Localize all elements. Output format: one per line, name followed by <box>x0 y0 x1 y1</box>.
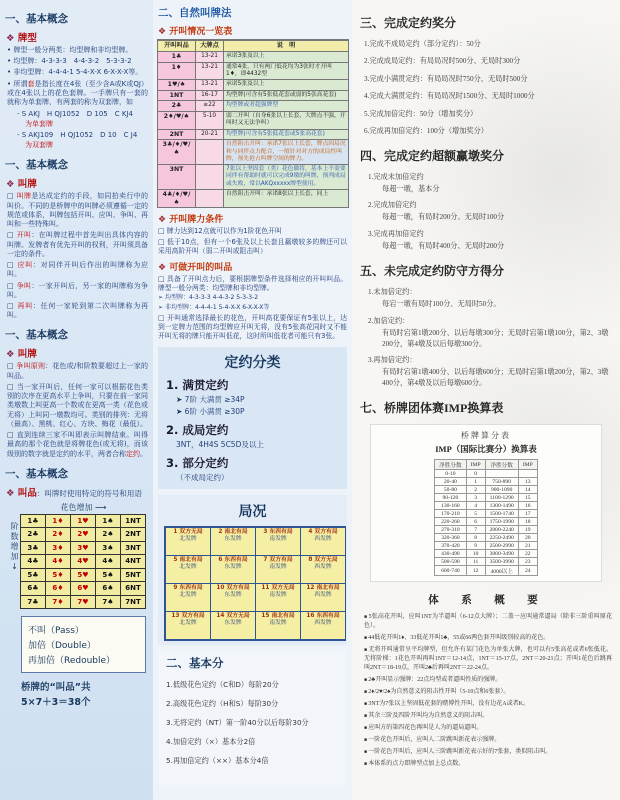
s4-item: 2.完成加倍定约 每超一墩，有局时200分、无局时100分 <box>368 201 505 222</box>
bid-cell: 3♦ <box>46 542 70 555</box>
s3-item: 3.完成小满贯定约：有局局况时750分、无局时500分 <box>364 74 528 83</box>
system-summary-bullet: ■ 2♣开叫显示强牌：22点均型或者逼叫性质的强牌。 <box>364 676 612 685</box>
system-summary-bullet: ■ 一阶花色开叫后，应叫人三阶跳叫新花表示好的7张套，类似阻击叫。 <box>364 748 612 757</box>
vulnerability-grid <box>164 526 346 641</box>
vulnerability-cell: 10 双方有局 东发牌 <box>211 584 255 611</box>
basic-score-item: 4.加倍定约（×）基本分2倍 <box>166 736 256 746</box>
points <box>196 165 223 189</box>
bid-cell: 7NT <box>121 596 145 609</box>
s4-title: 四、完成定约超额赢墩奖分 <box>360 148 505 163</box>
points: 16-17 <box>196 91 223 101</box>
imp-row: 170-210 5 1500-1740 17 <box>435 510 538 518</box>
right-column <box>352 0 620 800</box>
example-hand: - S AKJ109 H QJ1052 D 10 C J4 为双套牌 <box>17 130 148 150</box>
s4-item: 3.完成再加倍定约 每超一墩，有局时400分、无局时200分 <box>368 230 505 251</box>
basic-score-title: 二、基本分 <box>166 655 224 670</box>
imp-card-title1: 桥牌算分表 <box>461 431 511 440</box>
imp-card-title2: IMP（国际比赛分）换算表 <box>435 444 537 454</box>
imp-row: 600-740 12 4000以上 24 <box>435 566 538 576</box>
contract-classes-title: 定约分类 <box>224 354 281 371</box>
bid-cell: 6♠ <box>96 582 120 595</box>
subsection-paixing: ❖ 牌型 <box>6 30 148 44</box>
axis-level-increase: 阶数增加 ↓ <box>7 514 20 610</box>
basic-score-card <box>158 649 347 785</box>
system-summary-list <box>360 613 612 769</box>
vulnerability-cell: 4 双方有局 西发牌 <box>301 528 345 555</box>
s5-item: 3.再加倍定约： 有局时宕第1墩400分、以后每墩600分；无局时宕第1墩200分，第2、3墩400分，第4墩及以后每墩600分。 <box>368 356 609 388</box>
bid-cell: 5♣ <box>21 569 45 582</box>
open-table-title: ❖ 开叫情况一览表 <box>158 24 349 37</box>
jiaopai-list <box>5 192 148 320</box>
system-summary-bullet: ■ 2♦/2♥/2♠为自然意义的阻击性开叫（5-10点和6张套）。 <box>364 688 612 697</box>
section-heading: 一、基本概念 <box>5 159 68 172</box>
special-call: 再加倍（Redouble） <box>28 656 116 667</box>
vulnerability-cell: 14 双方无局 东发牌 <box>211 612 255 639</box>
middle-column <box>153 0 352 800</box>
s4-item: 1.完成未加倍定约 每超一墩，基本分 <box>368 172 440 193</box>
s3-item: 1.完成不成局定约（部分定约）：50分 <box>364 40 481 48</box>
vulnerability-cell: 12 南北有局 西发牌 <box>301 584 345 611</box>
imp-row: 500-590 11 3500-3990 23 <box>435 558 538 566</box>
imp-header-row: 净胜分数 IMP 净胜分数 IMP <box>435 460 538 470</box>
jiaopai-bullet: □ 争叫：一家开叫后，另一家的叫牌称为争叫。 <box>7 282 148 300</box>
imp-row: 50-80 2 900-1090 14 <box>435 486 538 494</box>
bid: 2♦/♥/♠ <box>158 112 195 128</box>
bid-cell: 4♥ <box>71 555 95 568</box>
s3-item: 4.完成大满贯定约：有局局况时1500分、无局时1000分 <box>364 92 535 101</box>
bid-cell: 5♦ <box>46 569 70 582</box>
description: 均型牌或者超强牌型 <box>224 101 348 111</box>
bid-cell: 7♥ <box>71 596 95 609</box>
bid-cell: 4♣ <box>21 555 45 568</box>
system-summary-bullet: ■ 5张高花开叫，应叫1NT为半逼叫（6-12点大牌）；二盖一应叫通常逼局（除非三阶重叫原花色）。 <box>364 613 612 631</box>
bid-cell: 2♥ <box>71 528 95 541</box>
axis-suit-increase: 花色增加 ⟶ <box>19 502 148 513</box>
s5-item: 2.加倍定约： 有局时宕第1墩200分、以后每墩300分；无局时宕第1墩100分，第2、3墩200分，第4墩及以后每墩300分。 <box>368 316 609 348</box>
imp-table-body <box>435 470 538 576</box>
basic-score-list <box>166 680 339 766</box>
bid-cell: 6♦ <box>46 582 70 595</box>
imp-row: 20-40 1 750-890 13 <box>435 478 538 486</box>
vulnerability-cell: 1 双方无局 北发牌 <box>166 528 210 555</box>
basic-score-item: 2.高级花色定约（H和S）每阶30分 <box>166 698 279 708</box>
bid-cell: 3♠ <box>96 542 120 555</box>
jiaopai-bullet: □ 应叫：对同伴开叫后作出的叫牌称为应叫。 <box>7 261 148 279</box>
s5-list <box>360 287 612 389</box>
bid-cell: 7♦ <box>46 596 70 609</box>
bid-count-summary: 桥牌的“叫品”共 5×7＋3＝38个 <box>21 682 91 708</box>
bid: 1♦ <box>158 63 195 79</box>
bid-cell: 3♥ <box>71 542 95 555</box>
paixing-bullet: • 所谓套是指长度在4张（至少含A或K或QJ）或在4张以上的花色套牌。一手牌只有一套的就称为单套牌，有两套的称为双套牌，如 <box>7 80 148 108</box>
kedu-bullet: □ 开叫通常选择最长的花色，开叫高花要保证有5张以上，达到一定牌力范围的均型牌应开叫无将，没有5张高花同时又不能开叫无将的牌只能开叫低花，这时所叫低花者可能只有3张。 <box>158 314 347 340</box>
points <box>196 140 223 164</box>
subsection-jiaopai2: ❖ 叫牌 <box>6 346 148 360</box>
bid-cell: 1♥ <box>71 515 95 528</box>
imp-row: 270-310 7 2000-2240 19 <box>435 526 538 534</box>
cond-bullet: □ 牌力达到12点就可以作为1阶花色开叫 <box>158 227 347 236</box>
s4-list <box>360 172 612 252</box>
bid-grid-wrap <box>7 514 148 610</box>
bid-grid <box>20 514 146 610</box>
imp-card <box>370 424 602 582</box>
opening-bid-row <box>158 91 348 101</box>
bid-cell: 1♠ <box>96 515 120 528</box>
paixing-bullet: • 均型牌：4-3-3-3 4-4-3-2 5-3-3-2 <box>7 57 148 66</box>
vulnerability-cell: 3 东西有局 南发牌 <box>256 528 300 555</box>
imp-row: 370-420 9 2500-2990 21 <box>435 542 538 550</box>
bid-cell: 5♥ <box>71 569 95 582</box>
left-column <box>0 0 153 800</box>
section-heading: 一、基本概念 <box>5 329 68 342</box>
system-summary-title: 体 系 概 要 <box>428 595 544 606</box>
jiaopai-bullet: □ 叫牌是达成定约的手段，如同拍卖行中的叫价。不同的是桥牌中的叫牌必须遵循一定的规范或体系，叫牌包括开叫、应叫、争叫、再叫和一些特殊叫。 <box>7 192 148 229</box>
jiaopai-bullet: □ 再叫：任何一家轮到第二次叫牌称为再叫。 <box>7 302 148 320</box>
bid-cell: 7♣ <box>21 596 45 609</box>
bid-cell: 2♣ <box>21 528 45 541</box>
subsection-jiaopin: ❖ 叫品：叫牌时使用特定的符号和用语 <box>6 485 148 499</box>
imp-row: 220-260 6 1750-1990 18 <box>435 518 538 526</box>
bid-cell: 6♥ <box>71 582 95 595</box>
points: 13-21 <box>196 80 223 90</box>
bid-cell: 7♠ <box>96 596 120 609</box>
bid: 3NT <box>158 165 195 189</box>
bid-cell: 6♣ <box>21 582 45 595</box>
bid-cell: 2♠ <box>96 528 120 541</box>
bid-cell: 5NT <box>121 569 145 582</box>
s3-item: 2.完成成局定约：有局局况时500分、无局时300分 <box>364 57 521 66</box>
vulnerability-cell: 2 南北有局 东发牌 <box>211 528 255 555</box>
bid-cell: 1NT <box>121 515 145 528</box>
opening-bid-row <box>158 130 348 140</box>
bid-cell: 2NT <box>121 528 145 541</box>
paixing-bullet: • 非均型牌：4-4-4-1 5-4-X-X 6-X-X-X等。 <box>7 68 148 77</box>
description: 自然阻击开叫：承诺7张以上长套，牌点因局况和与同伴点力配合，一般针对对方的成局性叫牌，预先抢占叫牌空间的牌力。 <box>224 140 348 164</box>
description: 均型牌(可含有5张低花套或5张高花套) <box>224 130 348 140</box>
opening-bid-row <box>158 101 348 111</box>
basic-score-item: 5.再加倍定约（××）基本分4倍 <box>166 755 269 765</box>
points: 13-21 <box>196 63 223 79</box>
description: 承诺3张及以上 <box>224 52 348 62</box>
zhengjiao-bullet: □ 直到连续三家不叫即表示叫牌结束。叫得最高的那个花色就是将牌花色(或无将)，而该级别的数字就是定约的水平，两者合称定约。 <box>7 431 148 459</box>
vulnerability-cell: 8 双方无局 西发牌 <box>301 556 345 583</box>
description: 通常4张，只有两门低花均为3张时才开叫1♦，即4432型 <box>224 63 348 79</box>
imp-table <box>434 459 538 576</box>
kedu-bullet: ➢ 非均型牌：4-4-4-1 5-4-X-X 6-X-X-X等 <box>158 304 347 312</box>
s5-title: 五、未完成定约防守方得分 <box>360 264 505 279</box>
imp-row: 320-360 8 2250-2490 20 <box>435 534 538 542</box>
opening-bid-row <box>158 63 348 79</box>
opening-table-header: 开叫叫品 大牌点 说 明 <box>158 41 348 51</box>
section-heading-natural-bidding: 二、自然叫牌法 <box>158 7 232 19</box>
vulnerability-cell: 5 南北有局 北发牌 <box>166 556 210 583</box>
opening-bid-row <box>158 190 348 208</box>
bid-cell: 3NT <box>121 542 145 555</box>
description: 7张以上坚固套（类）花色做将，基本上不需要同伴有帮助时就可以完成9墩的叫牌，预判成局或失败，常以AKQxxxxx牌型使用。 <box>224 165 348 189</box>
cond-bullet: □ 低于10点，但有一个6张及以上长套且赢墩较多的牌还可以采用高阶开叫（弱二开叫或阻击叫） <box>158 238 347 256</box>
kedu-title: ❖ 可做开叫的叫品 <box>158 260 349 273</box>
contract-classes-card: 定约分类 1. 满贯定约 ➤ 7阶 大满贯 ≥34P ➤ 6阶 小满贯 ≥30P 2. 成局定约 3NT，4H4S 5C5D及以上 3. 部分定约 （不成局定约） <box>158 347 347 489</box>
points: 13-21 <box>196 52 223 62</box>
description: 承诺5张及以上 <box>224 80 348 90</box>
points: 20-21 <box>196 130 223 140</box>
system-summary-bullet: ■ 3NT为7张以上坚固低花套的赌博性开叫，没有边花A或者K。 <box>364 700 612 709</box>
kedu-bullet: □ 具备了开叫点力后，要根据牌型条件选择相应的开叫叫品。牌型一般分两类：均型牌和非均型牌。 <box>158 275 347 293</box>
bid-cell: 5♠ <box>96 569 120 582</box>
jiaopai-bullet: □ 开叫：在叫牌过程中首先叫出具体内容的叫牌。发牌者有优先开叫的权利，开叫须具备一定的条件。 <box>7 231 148 259</box>
vulnerability-cell: 6 东西有局 东发牌 <box>211 556 255 583</box>
s3-item: 6.完成再加倍定约：100分（增加奖分） <box>364 127 488 136</box>
bid: 1NT <box>158 91 195 101</box>
description: 自然阻击开叫：承诺8张以上长套，同上 <box>224 190 348 208</box>
bid-cell: 4♠ <box>96 555 120 568</box>
opening-bid-row <box>158 112 348 128</box>
example-hand: - S AKJ H QJ1052 D 105 C KJ4 为单套牌 <box>17 109 148 129</box>
bid: 1♥/♠ <box>158 80 195 90</box>
points: 5-10 <box>196 112 223 128</box>
section-heading: 一、基本概念 <box>5 13 68 25</box>
opening-bids-table <box>157 39 349 208</box>
paixing-bullet: • 牌型一般分两类：均型牌和非均型牌。 <box>7 46 148 55</box>
opening-bid-row <box>158 80 348 90</box>
s3-item: 5.完成加倍定约：50分（增加奖分） <box>364 109 478 118</box>
system-summary-bullet: ■ 无将开叫通常呈平均牌型，但允许有某门花色为单张大牌，也可以有5张高花或者6张低花。无将阶梯：1花色开叫再叫1NT＝12-14点，1NT＝15-17点，2NT＝20-21点；开叫1花色后跳再叫2NT＝18-19点，开叫2♣后再叫2NT＝22-24点。 <box>364 646 612 673</box>
kedu-bullet: ➢ 均型牌：4-3-3-3 4-4-3-2 5-3-3-2 <box>158 294 347 302</box>
opening-bid-row <box>158 52 348 62</box>
bid-cell: 1♦ <box>46 515 70 528</box>
special-call: 不叫（Pass） <box>28 626 84 637</box>
vulnerability-cell: 11 双方无局 南发牌 <box>256 584 300 611</box>
basic-score-item: 3.无将定约（NT）第一阶40分以后每阶30分 <box>166 717 309 727</box>
system-summary-bullet: ■ 一阶花色开叫后，应叫人二阶跳叫新花表示强牌。 <box>364 736 612 745</box>
bid: 2NT <box>158 130 195 140</box>
bid-cell: 4NT <box>121 555 145 568</box>
bid-cell: 4♦ <box>46 555 70 568</box>
system-summary-bullet: ■ 应叫方的第四花色再叫是人为的逼局逼叫。 <box>364 724 612 733</box>
basic-score-item: 1.低级花色定约（C和D）每阶20分 <box>166 679 279 689</box>
zhengjiao-list <box>5 362 148 458</box>
zhengjiao-bullet: □ 争叫原则：花色或/和阶数要超过上一家的叫品。 <box>7 362 148 380</box>
system-summary-bullet: ■ 其余三阶及四阶开叫均为自然意义的阻击叫。 <box>364 712 612 721</box>
vulnerability-cell: 16 东西有局 西发牌 <box>301 612 345 639</box>
points: ≥22 <box>196 101 223 111</box>
imp-row: 0-10 0 <box>435 470 538 478</box>
imp-row: 90-120 3 1100-1290 15 <box>435 494 538 502</box>
bid-cell: 1♣ <box>21 515 45 528</box>
vulnerability-card <box>158 495 347 645</box>
bid-cell: 6NT <box>121 582 145 595</box>
system-summary-bullet: ■ 本体系的点力即牌型点加上总点数。 <box>364 760 612 769</box>
s7-title: 七、桥牌团体赛IMP换算表 <box>360 401 504 415</box>
vulnerability-cell: 13 双方有局 北发牌 <box>166 612 210 639</box>
bid: 3♣/♦/♥/♠ <box>158 140 195 164</box>
zhengjiao-bullet: □ 当一家开叫后，任何一家可以根据花色类别的次序在更高水平上争叫，只要在前一家同类墩数上叫更高一个数或在更高一类（花色或无将）上叫同一墩数均可。类别的排列：无将（最高）、黑桃、红心、方块、梅花（最低）。 <box>7 383 148 429</box>
vulnerability-cell: 15 南北有局 南发牌 <box>256 612 300 639</box>
cond-title: ❖ 开叫牌力条件 <box>158 212 349 225</box>
s3-list <box>360 39 612 137</box>
bid: 1♣ <box>158 52 195 62</box>
opening-bid-row <box>158 140 348 164</box>
bid: 4♣/♦/♥/♠ <box>158 190 195 208</box>
vulnerability-cell: 7 双方有局 南发牌 <box>256 556 300 583</box>
points <box>196 190 223 208</box>
bid: 2♣ <box>158 101 195 111</box>
vulnerability-cell: 9 东西有局 北发牌 <box>166 584 210 611</box>
vulnerability-title: 局况 <box>238 503 267 520</box>
imp-row: 130-160 4 1300-1490 16 <box>435 502 538 510</box>
special-calls-box <box>21 616 146 673</box>
imp-row: 430-490 10 3000-3490 22 <box>435 550 538 558</box>
s5-item: 1.未加倍定约： 每宕一墩有局时100分、无局时50分。 <box>368 288 501 309</box>
bid-cell: 3♣ <box>21 542 45 555</box>
description: 弱二开叫（自身6张以上长套，大牌点不强，开叫时又无法争叫） <box>224 112 348 128</box>
special-call: 加倍（Double） <box>28 641 96 652</box>
system-summary-bullet: ■ 44低花开叫1♦、33低花开叫1♣，55或66两色套开叫级别较高的花色。 <box>364 634 612 643</box>
description: 均型牌(可含有5张低花套或弱的5张高花套) <box>224 91 348 101</box>
bid-cell: 2♦ <box>46 528 70 541</box>
section-heading: 一、基本概念 <box>5 467 68 480</box>
s3-title: 三、完成定约奖分 <box>360 16 457 30</box>
subsection-jiaopai: ❖ 叫牌 <box>6 176 148 190</box>
opening-bid-row <box>158 165 348 189</box>
